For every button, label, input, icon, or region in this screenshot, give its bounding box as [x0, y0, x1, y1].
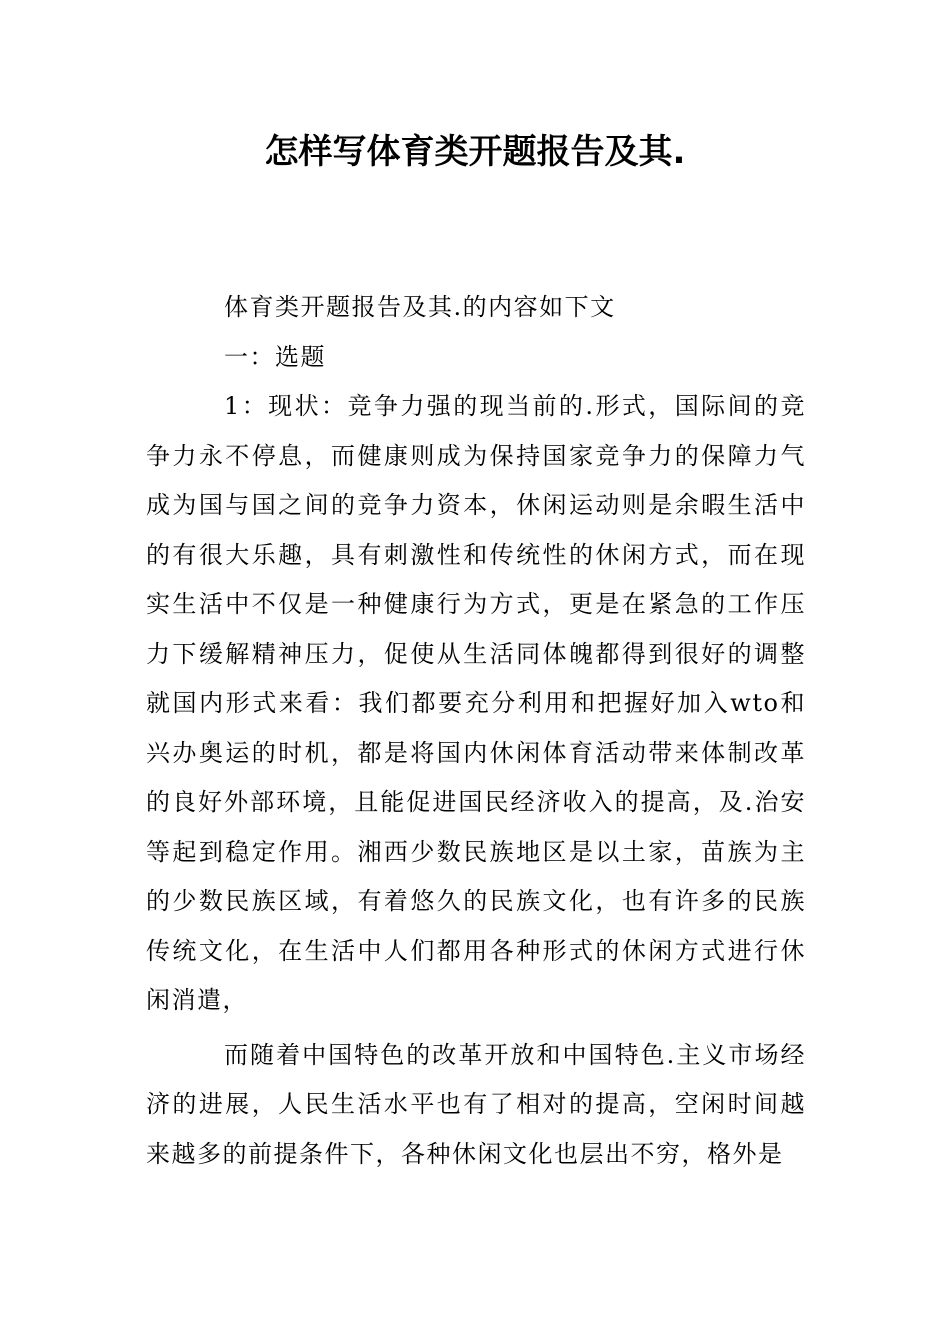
intro-paragraph: 体育类开题报告及其.的内容如下文: [224, 293, 616, 321]
body-paragraph: 1：现状：竞争力强的现当前的.形式，国际间的竞争力永不停息，而健康则成为保持国家竞争力的保障力气成为国与国之间的竞争力资本，休闲运动则是余暇生活中的有很大乐趣，具有刺激性和传统性的休闲方式，而在现实生活中不仅是一种健康行为方式，更是在紧急的工作压力下缓解精神压力，促使从生活同体魄都得到很好的调整就国内形式来看：我们都要充分利用和把握好加入wto和兴办奥运的时机，都是将国内休闲体育活动带来体制改革的良好外部环境，且能促进国民经济收入的提高，及.治安等起到稳定作用。湘西少数民族地区是以土家，苗族为主的少数民族区域，有着悠久的民族文化，也有许多的民族传统文化，在生活中人们都用各种形式的休闲方式进行休闲消遣，: [146, 392, 806, 1014]
body-paragraph: 而随着中国特色的改革开放和中国特色.主义市场经济的进展，人民生活水平也有了相对的提高，空闲时间越来越多的前提条件下，各种休闲文化也层出不穷，格外是: [146, 1040, 806, 1168]
section-heading: 一：选题: [224, 342, 326, 371]
document-title: 怎样写体育类开题报告及其.: [264, 132, 686, 172]
document-body: [146, 283, 806, 1179]
